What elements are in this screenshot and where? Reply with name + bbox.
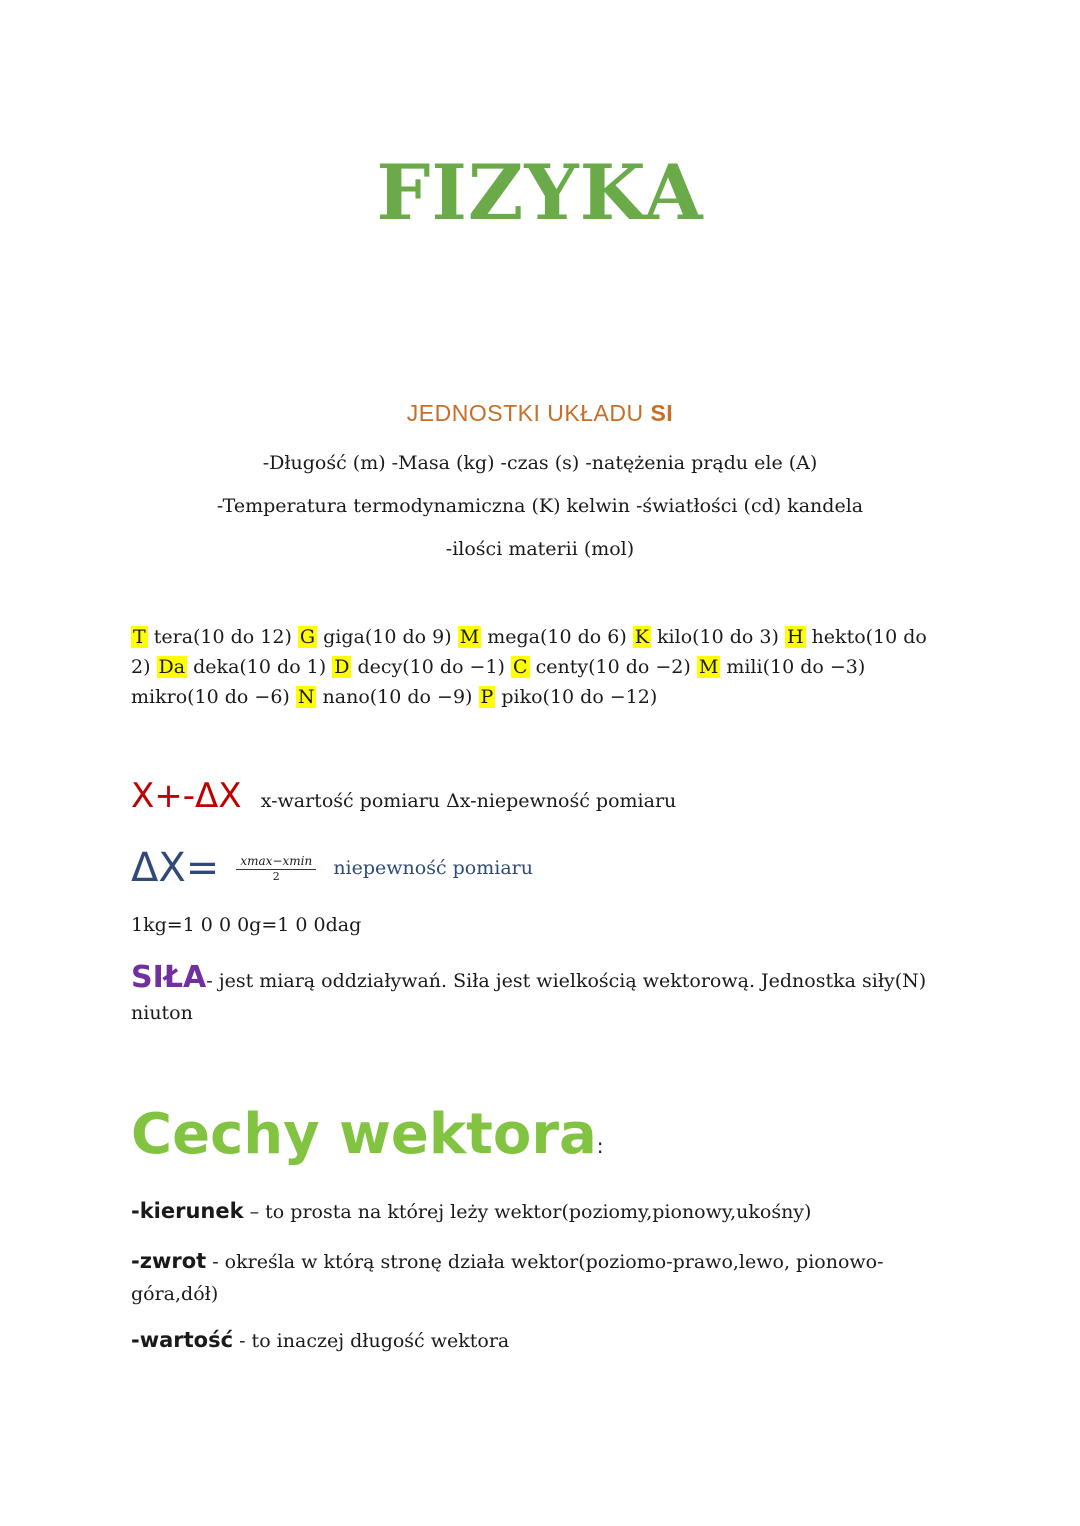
feature-description: – to prosta na której leży wektor(poziomy,pionowy,ukośny) <box>243 1201 812 1223</box>
si-heading <box>0 400 1080 427</box>
prefix-symbol: Da <box>158 656 186 678</box>
page-title: FIZYKA <box>376 148 704 237</box>
force-description: - jest miarą oddziaływań. Siła jest wielkością wektorową. Jednostka siły(N) niuton <box>131 970 927 1024</box>
vector-feature-magnitude <box>131 1324 951 1357</box>
prefix-symbol: C <box>513 656 528 678</box>
delta-description: niepewność pomiaru <box>333 857 533 879</box>
prefix-text: mili(10 do −3) mikro(10 do −6) <box>131 656 866 708</box>
vector-feature-direction <box>131 1195 951 1228</box>
feature-term: -zwrot <box>131 1249 207 1273</box>
prefix-text: nano(10 do −9) <box>316 686 479 708</box>
fraction-numerator: xmax−xmin <box>236 854 316 870</box>
delta-fraction <box>236 854 316 883</box>
uncertainty-description: x-wartość pomiaru Δx-niepewność pomiaru <box>260 790 677 812</box>
prefix-text: decy(10 do −1) <box>351 656 512 678</box>
prefix-symbol: K <box>634 626 649 648</box>
mass-conversion: 1kg=1 0 0 0g=1 0 0dag <box>131 914 362 936</box>
si-heading-text: JEDNOSTKI UKŁADU <box>406 400 651 426</box>
force-term: SIŁA <box>131 960 207 995</box>
vector-feature-sense <box>131 1245 951 1310</box>
prefix-text: deka(10 do 1) <box>187 656 333 678</box>
fraction-denominator: 2 <box>272 869 280 883</box>
feature-term: -wartość <box>131 1328 234 1352</box>
prefix-text: mega(10 do 6) <box>481 626 633 648</box>
prefix-symbol: H <box>786 626 804 648</box>
prefix-text: centy(10 do −2) <box>529 656 697 678</box>
prefix-symbol: T <box>133 626 146 648</box>
delta-formula <box>131 845 533 891</box>
feature-term: -kierunek <box>131 1199 244 1223</box>
prefix-text: giga(10 do 9) <box>317 626 458 648</box>
prefix-symbol: M <box>459 626 480 648</box>
feature-description: - określa w którą stronę działa wektor(poziomo-prawo,lewo, pionowo-góra,dół) <box>131 1251 884 1305</box>
force-definition <box>131 962 931 1029</box>
prefix-symbol: P <box>480 686 494 708</box>
delta-symbol: ΔX= <box>131 845 220 891</box>
vector-heading-text: Cechy wektora <box>131 1102 597 1167</box>
prefix-symbol: M <box>698 656 719 678</box>
vector-heading-colon: : <box>596 1134 604 1158</box>
prefix-text: tera(10 do 12) <box>147 626 298 648</box>
si-units-line-3: -ilości materii (mol) <box>445 538 635 560</box>
prefix-text: kilo(10 do 3) <box>650 626 785 648</box>
prefix-text: piko(10 do −12) <box>495 686 658 708</box>
vector-features-heading <box>131 1102 604 1167</box>
si-units-line-2: -Temperatura termodynamiczna (K) kelwin -światłości (cd) kandela <box>216 495 864 517</box>
si-heading-bold: SI <box>650 400 674 426</box>
uncertainty-symbol: X+-ΔX <box>131 776 242 816</box>
prefix-symbol: D <box>334 656 350 678</box>
prefix-text: hekto(10 do 2) <box>131 626 927 678</box>
prefix-list <box>131 622 951 712</box>
prefix-symbol: G <box>299 626 316 648</box>
prefix-symbol: N <box>297 686 315 708</box>
si-units-line-1: -Długość (m) -Masa (kg) -czas (s) -natężenia prądu ele (A) <box>262 452 818 474</box>
measurement-uncertainty <box>131 776 676 816</box>
feature-description: - to inaczej długość wektora <box>233 1330 510 1352</box>
